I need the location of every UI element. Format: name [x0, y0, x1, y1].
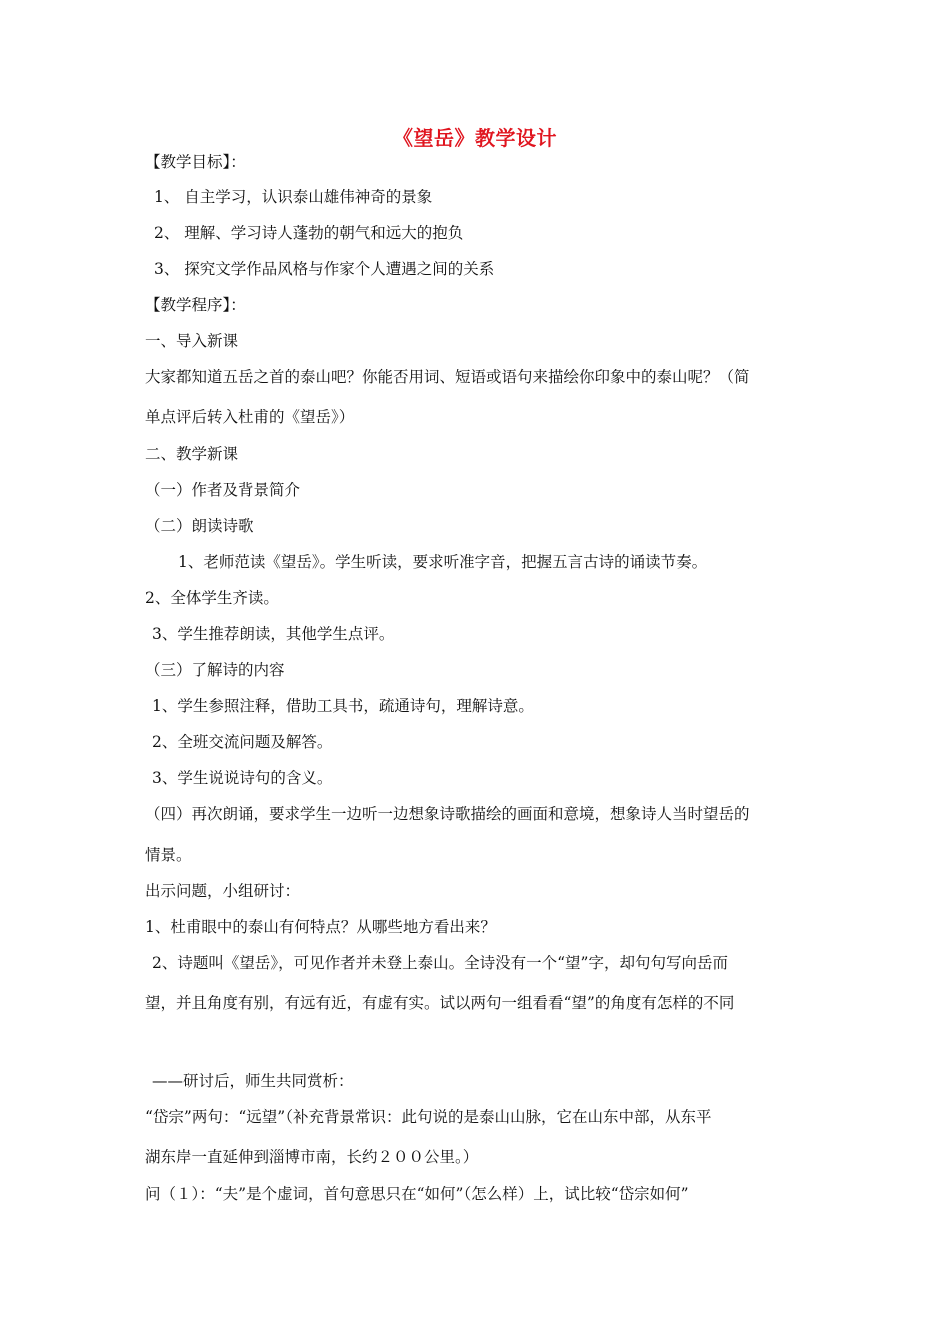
paragraph-line: 问（１）：“夫”是个虚词，首句意思只在“如何”（怎么样）上，试比较“岱宗如何”: [145, 1185, 689, 1203]
step-heading-new-lesson: 二、教学新课: [145, 445, 239, 463]
list-item: 1、老师范读《望岳》。学生听读，要求听准字音，把握五言古诗的诵读节奏。: [178, 553, 708, 571]
paragraph-line: “岱宗”两句：“远望”（补充背景常识：此句说的是泰山山脉，它在山东中部，从东平: [145, 1108, 712, 1126]
list-item: 2、全体学生齐读。: [145, 589, 279, 607]
paragraph-line: （四）再次朗诵，要求学生一边听一边想象诗歌描绘的画面和意境，想象诗人当时望岳的: [145, 805, 750, 823]
list-item: 1、学生参照注释，借助工具书，疏通诗句，理解诗意。: [152, 697, 534, 715]
section-heading-objectives: 【教学目标】：: [145, 153, 246, 171]
paragraph-line: 情景。: [145, 846, 192, 864]
question-item: 1、杜甫眼中的泰山有何特点？从哪些地方看出来？: [145, 918, 496, 936]
paragraph-line: 望，并且角度有别，有远有近，有虚有实。试以两句一组看看“望”的角度有怎样的不同: [145, 994, 735, 1012]
objective-item-1: 1、 自主学习，认识泰山雄伟神奇的景象: [154, 188, 433, 206]
sub-heading: （二）朗读诗歌: [145, 517, 254, 535]
list-item: 3、学生说说诗句的含义。: [152, 769, 333, 787]
objective-item-2: 2、 理解、学习诗人蓬勃的朝气和远大的抱负: [154, 224, 464, 242]
sub-heading: （三）了解诗的内容: [145, 661, 285, 679]
paragraph-line: 大家都知道五岳之首的泰山吧？你能否用词、短语或语句来描绘你印象中的泰山呢？（简: [145, 368, 750, 386]
question-item: 2、诗题叫《望岳》，可见作者并未登上泰山。全诗没有一个“望”字，却句句写向岳而: [152, 954, 728, 972]
paragraph-line: 单点评后转入杜甫的《望岳》）: [145, 408, 355, 426]
list-item: 2、全班交流问题及解答。: [152, 733, 333, 751]
step-heading-intro: 一、导入新课: [145, 332, 239, 350]
section-heading-procedure: 【教学程序】：: [145, 296, 246, 314]
paragraph-line: 出示问题，小组研讨：: [145, 882, 301, 900]
sub-heading: （一）作者及背景简介: [145, 481, 301, 499]
paragraph-line: ——研讨后，师生共同赏析：: [152, 1072, 354, 1090]
document-title: 《望岳》教学设计: [393, 126, 557, 150]
list-item: 3、学生推荐朗读，其他学生点评。: [152, 625, 395, 643]
objective-item-3: 3、 探究文学作品风格与作家个人遭遇之间的关系: [154, 260, 495, 278]
paragraph-line: 湖东岸一直延伸到淄博市南，长约２００公里。）: [145, 1148, 479, 1166]
